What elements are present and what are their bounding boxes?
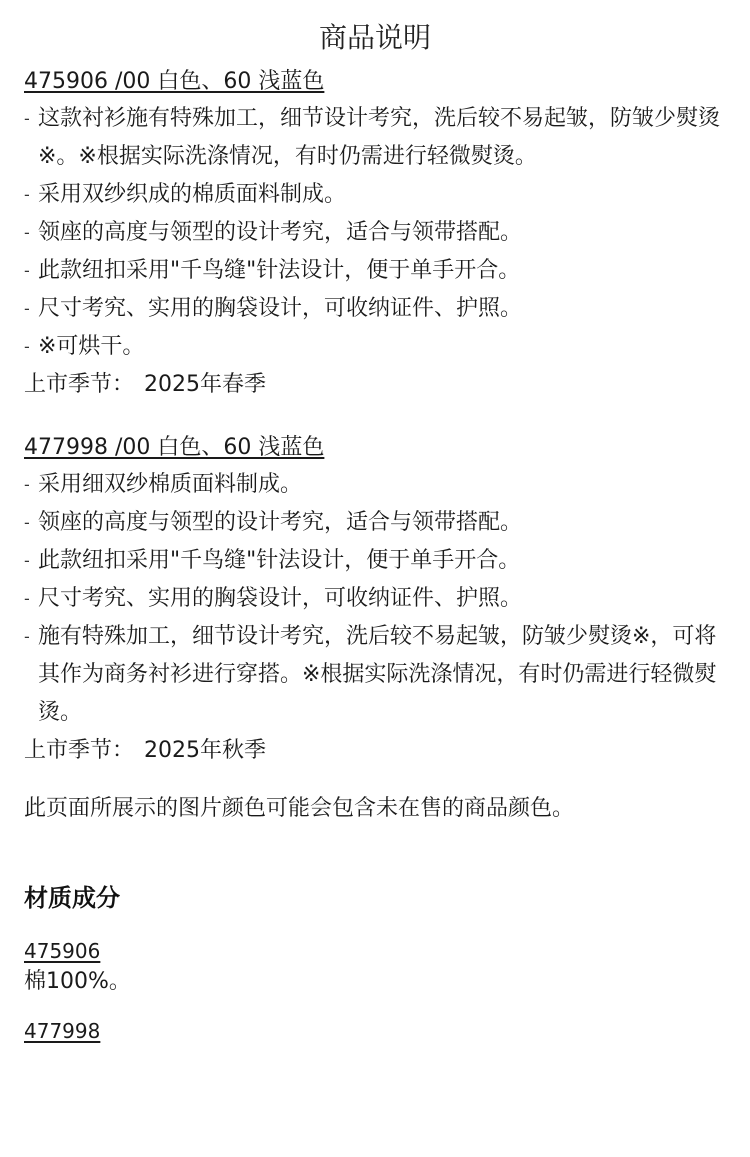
material-heading: 材质成分 (24, 884, 120, 912)
feature-item: - 采用双纱织成的棉质面料制成。 (24, 176, 726, 214)
feature-item: - 领座的高度与领型的设计考究，适合与领带搭配。 (24, 214, 726, 252)
feature-item: - 此款纽扣采用"千鸟缝"针法设计，便于单手开合。 (24, 542, 726, 580)
material-code-link[interactable]: 477998 (24, 1019, 101, 1043)
material-composition: 棉100%。 (24, 969, 131, 994)
release-season (24, 732, 726, 770)
season-value: 2025年秋季 (144, 738, 267, 763)
feature-list (24, 100, 726, 366)
material-item (24, 1016, 726, 1046)
release-season (24, 366, 726, 404)
product-section (24, 64, 726, 404)
season-value: 2025年春季 (144, 372, 267, 397)
feature-item: - 尺寸考究、实用的胸袋设计，可收纳证件、护照。 (24, 580, 726, 618)
feature-item: - 尺寸考究、实用的胸袋设计，可收纳证件、护照。 (24, 290, 726, 328)
season-label: 上市季节： (24, 738, 135, 763)
feature-item: - 这款衬衫施有特殊加工，细节设计考究，洗后较不易起皱，防皱少熨烫※。※根据实际洗涤情况，有时仍需进行轻微熨烫。 (24, 100, 726, 176)
feature-item: - 领座的高度与领型的设计考究，适合与领带搭配。 (24, 504, 726, 542)
product-header-link[interactable]: 475906 /00 白色、60 浅蓝色 (24, 69, 325, 94)
feature-item: - ※可烘干。 (24, 328, 726, 366)
feature-item: - 此款纽扣采用"千鸟缝"针法设计，便于单手开合。 (24, 252, 726, 290)
product-section (24, 430, 726, 770)
product-header-link[interactable]: 477998 /00 白色、60 浅蓝色 (24, 435, 325, 460)
color-notice: 此页面所展示的图片颜色可能会包含未在售的商品颜色。 (24, 796, 575, 821)
feature-item: - 施有特殊加工，细节设计考究，洗后较不易起皱，防皱少熨烫※，可将其作为商务衬衫进行穿搭。※根据实际洗涤情况，有时仍需进行轻微熨烫。 (24, 618, 726, 732)
feature-list (24, 466, 726, 732)
season-label: 上市季节： (24, 372, 135, 397)
product-description-page (0, 18, 750, 1157)
page-title: 商品说明 (318, 21, 431, 54)
section-spacer (24, 404, 726, 424)
material-item (24, 936, 726, 998)
feature-item: - 采用细双纱棉质面料制成。 (24, 466, 726, 504)
material-code-link[interactable]: 475906 (24, 939, 101, 963)
